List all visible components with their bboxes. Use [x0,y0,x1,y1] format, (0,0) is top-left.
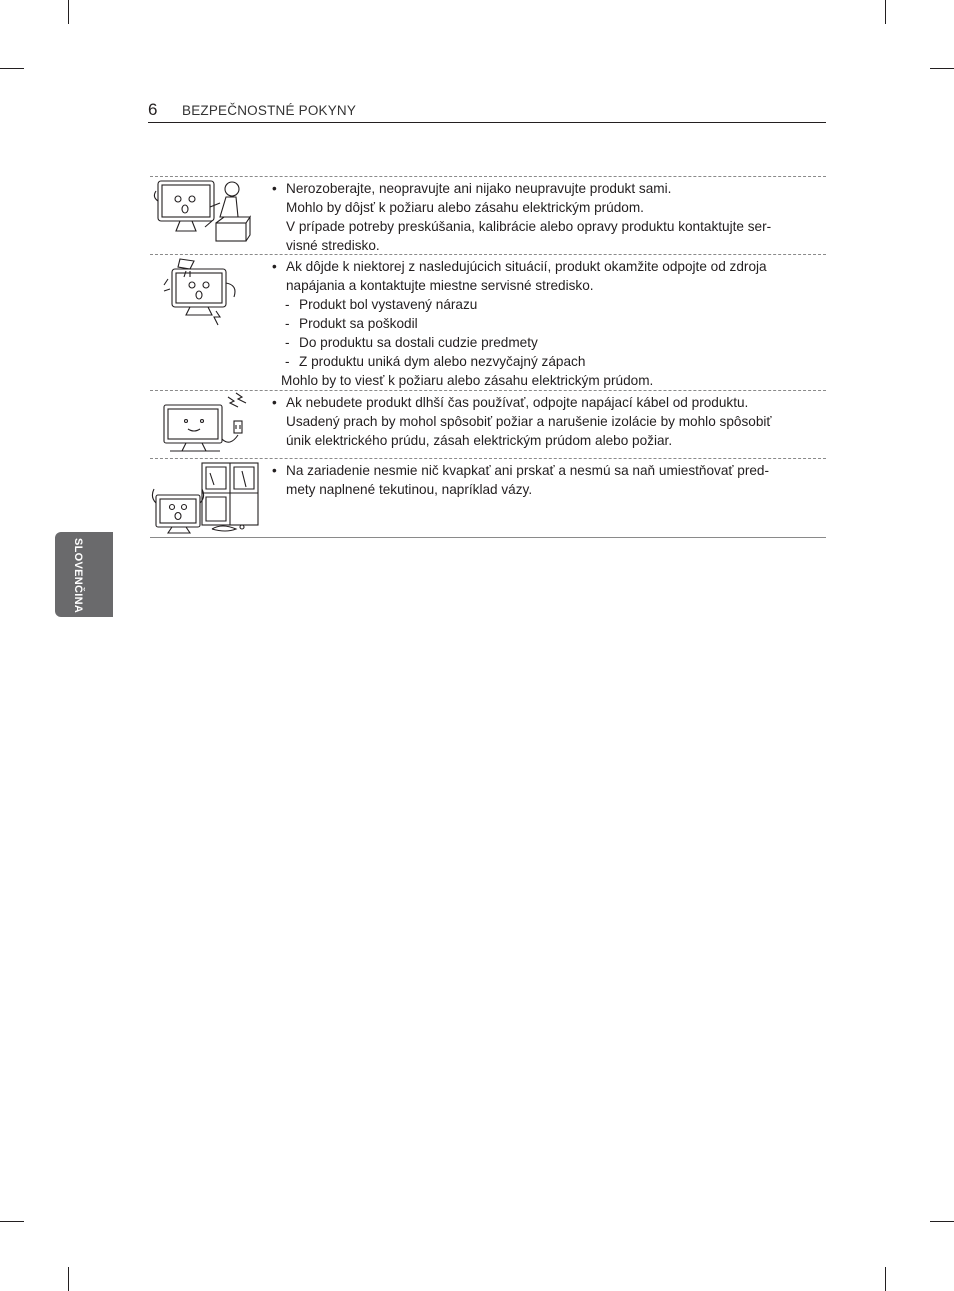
crop-mark [68,0,69,24]
list-item: - Do produktu sa dostali cudzie predmety [285,335,538,350]
safety-row [150,391,826,459]
tv-liquid-illustration-icon [150,459,260,535]
crop-mark [885,0,886,24]
crop-mark [885,1267,886,1291]
safety-text: • Ak dôjde k niektorej z nasledujúcich situácií, produkt okamžite odpojte od zdroja napájania a kontaktujte miestne servisné stredisko. - Produkt bol vystavený nárazu - Produkt sa poškodil - Do produktu sa dostali cudzie predmety - Z produktu uniká dym alebo nezvyčajný zápach Mohlo by to viesť k požiaru alebo zásahu elektrickým prúdom. [272,255,826,393]
crop-mark [930,1221,954,1222]
list-item: - Z produktu uniká dym alebo nezvyčajný zápach [285,354,586,369]
safety-text: • Na zariadenie nesmie nič kvapkať ani prskať a nesmú sa naň umiestňovať pred- mety naplnené tekutinou, napríklad vázy. [272,463,770,497]
list-item: - Produkt bol vystavený nárazu [285,297,478,312]
safety-row [150,177,826,255]
language-tab-label: SLOVENČINA [72,538,84,614]
language-tab [55,532,113,617]
crop-mark [68,1267,69,1291]
safety-row [150,255,826,391]
safety-table [150,176,826,538]
crop-mark [0,1221,24,1222]
page-header [148,100,826,123]
safety-text: • Ak nebudete produkt dlhší čas používať, odpojte napájací kábel od produktu. Usadený prach by mohol spôsobiť požiar a narušenie izolácie by mohlo spôsobiť únik elektrického prúdu, zásah elektrickým prúdom alebo požiar. [272,395,772,448]
page-number: 6 [148,100,158,119]
list-item: - Produkt sa poškodil [285,316,418,331]
section-title: BEZPEČNOSTNÉ POKYNY [182,103,357,118]
crop-mark [930,68,954,69]
crop-mark [0,68,24,69]
tv-disassembly-illustration-icon [150,177,260,247]
safety-text: • Nerozoberajte, neopravujte ani nijako neupravujte produkt sami. Mohlo by dôjsť k požiaru alebo zásahu elektrickým prúdom. V prípade potreby preskúšania, kalibrácie alebo opravy produktu kontaktujte ser- visné stredisko. [272,181,772,253]
safety-row [150,459,826,538]
tv-damage-illustration-icon [150,255,260,327]
tv-unplug-illustration-icon [150,391,260,457]
